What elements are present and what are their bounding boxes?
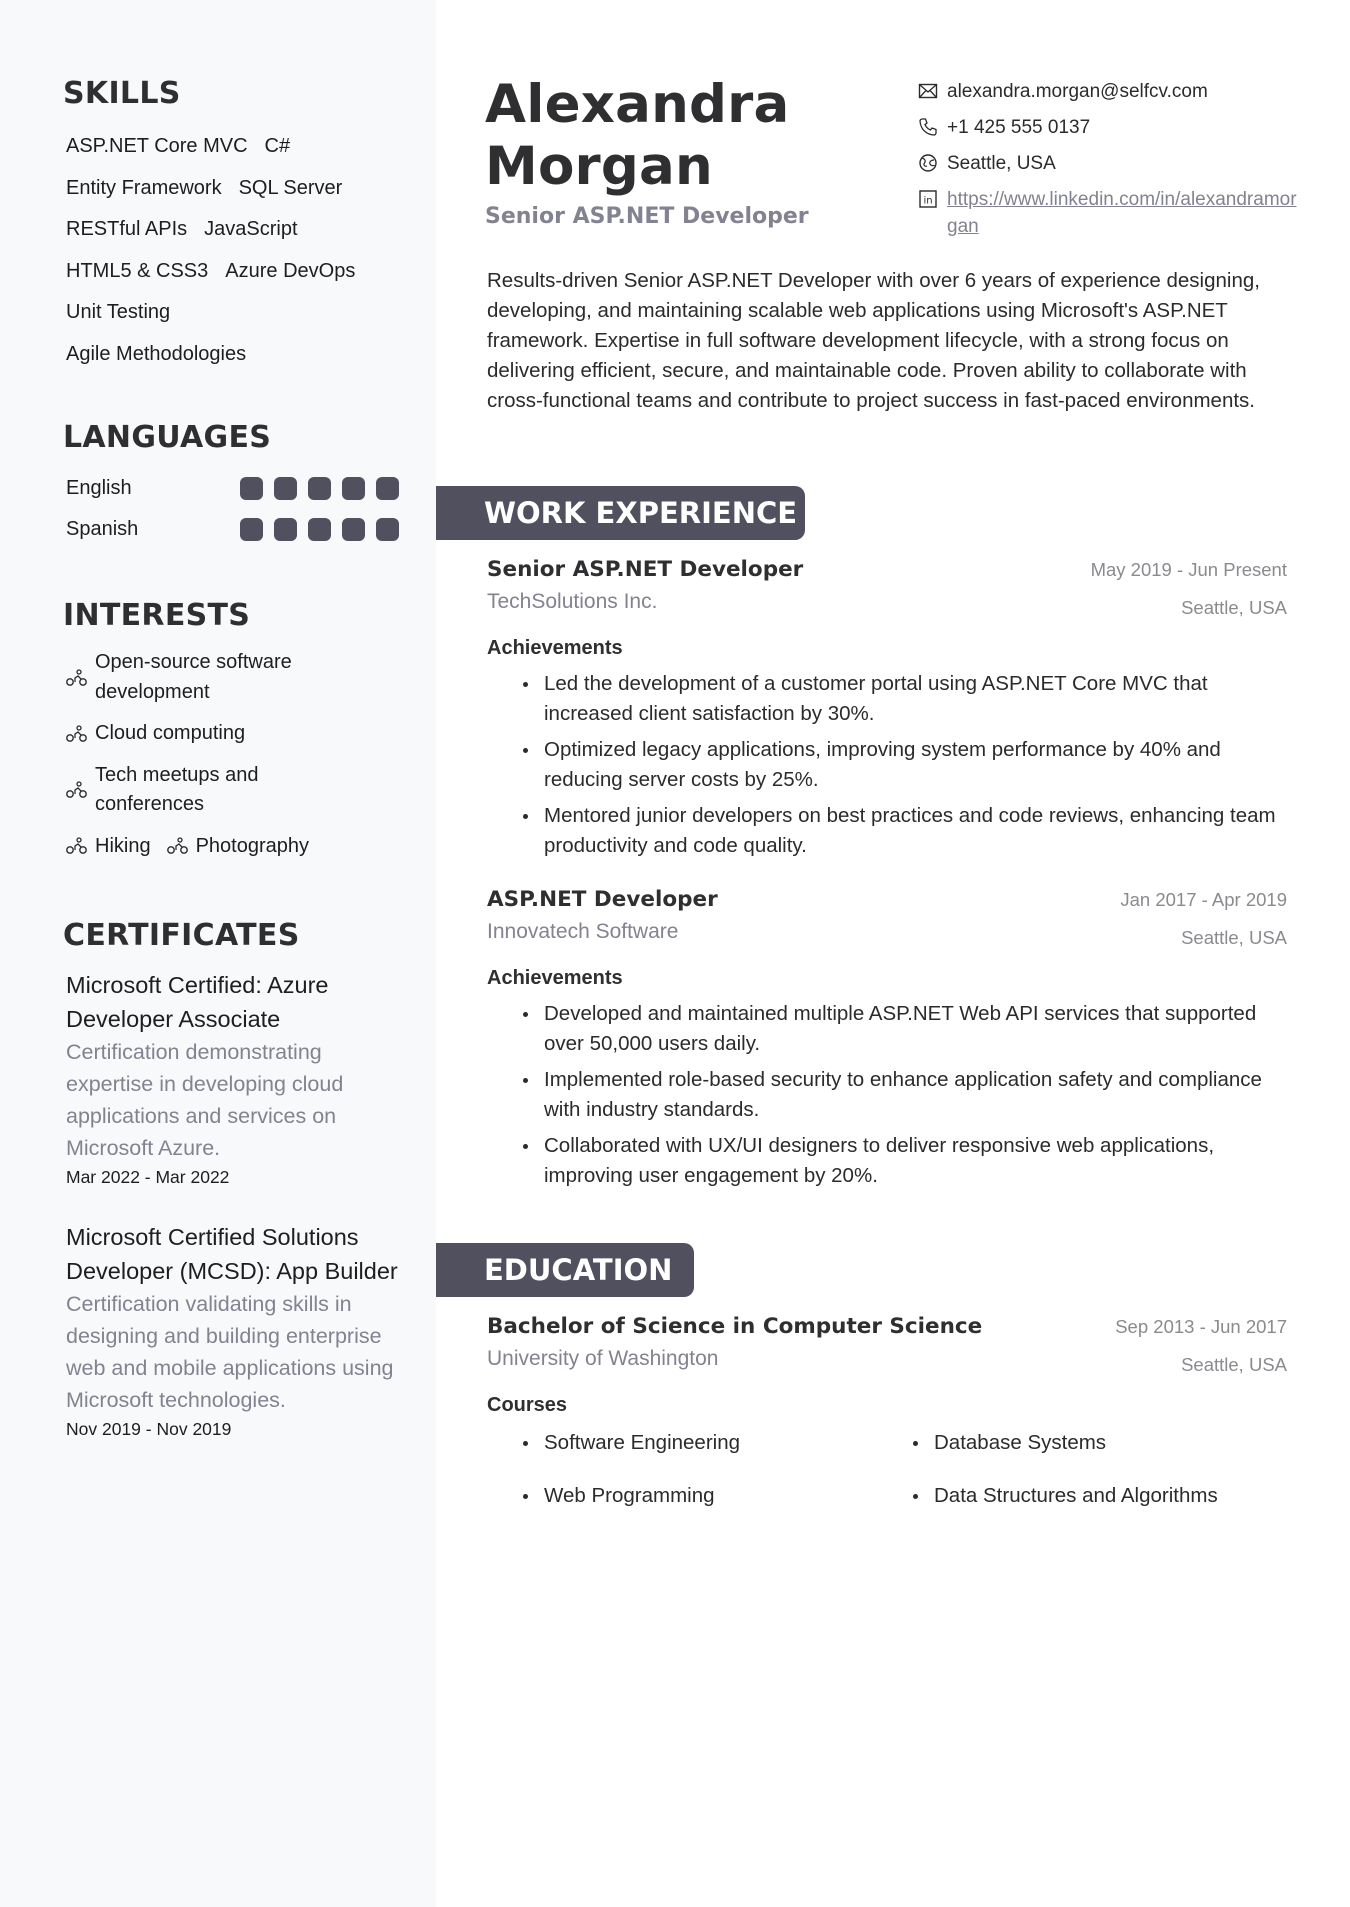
level-dot (342, 477, 365, 500)
svg-text:in: in (923, 195, 933, 207)
mail-icon (918, 81, 938, 101)
certificate-date: Nov 2019 - Nov 2019 (66, 1419, 232, 1439)
skill-item: Agile Methodologies (66, 342, 247, 365)
linkedin-link[interactable]: https://www.linkedin.com/in/alexandramorgan (947, 189, 1297, 237)
bicycle-icon (66, 781, 87, 799)
certificates-section (63, 918, 403, 1442)
work-experience-header: WORK EXPERIENCE (436, 486, 805, 540)
globe-icon (918, 153, 938, 173)
interests-list (63, 648, 403, 873)
achievement-item: Led the development of a customer portal using ASP.NET Core MVC that increased client satisfaction by 30%. (523, 669, 1287, 729)
interest-item (66, 719, 403, 749)
last-name: Morgan (485, 136, 713, 197)
profile-summary: Results-driven Senior ASP.NET Developer with over 6 years of experience designing, developing, and maintaining scalable web applications using Microsoft's ASP.NET framework. Expertise in full software development lifecycle, with a strong focus on delivering efficient, secure, and maintainable code. Proven ability to collaborate with cross-functional teams and contribute to project success in fast-paced environments. (487, 269, 1260, 412)
entry-subheader (487, 1344, 1287, 1380)
language-item (63, 468, 403, 509)
contact-linkedin (918, 186, 1318, 240)
skill-item: JavaScript (204, 218, 298, 240)
achievement-item: Optimized legacy applications, improving system performance by 40% and reducing server costs by 25%. (523, 735, 1287, 795)
achievements-list (487, 999, 1287, 1191)
certificate-item (63, 1220, 403, 1442)
certificate-date: Mar 2022 - Mar 2022 (66, 1167, 230, 1187)
entry-header (487, 1312, 1287, 1342)
level-dot (240, 518, 263, 541)
achievement-item: Implemented role-based security to enhance application safety and compliance with industry standards. (523, 1065, 1287, 1125)
skills-section (63, 76, 403, 375)
skill-item: RESTful APIs (66, 218, 188, 240)
languages-section (63, 420, 403, 550)
entry-header (487, 885, 1287, 915)
skill-item: C# (264, 135, 291, 157)
interest-label: Tech meetups and conferences (95, 763, 259, 815)
degree-name: Bachelor of Science in Computer Science (487, 1314, 983, 1339)
language-name: English (66, 477, 132, 499)
entry-subheader (487, 917, 1287, 953)
achievements-list (487, 669, 1287, 861)
interest-item (66, 761, 403, 820)
skill-item: ASP.NET Core MVC (66, 135, 248, 157)
education-header: EDUCATION (436, 1243, 694, 1297)
interests-title: INTERESTS (63, 598, 251, 633)
location-text: Seattle, USA (947, 153, 1056, 174)
phone-icon (918, 117, 938, 137)
interest-label: Open-source software development (95, 651, 292, 703)
candidate-name (485, 74, 789, 198)
interests-section (63, 598, 403, 873)
achievement-item: Mentored junior developers on best practices and code reviews, enhancing team productivity and code quality. (523, 801, 1287, 861)
level-dot (308, 477, 331, 500)
achievement-item: Collaborated with UX/UI designers to deliver responsive web applications, improving user engagement by 20%. (523, 1131, 1287, 1191)
interest-row (66, 832, 403, 874)
certificate-item (63, 968, 403, 1190)
job-location: Seattle, USA (1181, 597, 1287, 618)
course-item: Data Structures and Algorithms (913, 1481, 1303, 1511)
level-dot (274, 477, 297, 500)
level-dot (240, 477, 263, 500)
school-location: Seattle, USA (1181, 1354, 1287, 1375)
bicycle-icon (167, 837, 188, 855)
languages-list (63, 468, 403, 550)
language-item (63, 509, 403, 550)
certificates-title: CERTIFICATES (63, 918, 300, 953)
job-dates: May 2019 - Jun Present (1090, 559, 1287, 580)
courses-list (487, 1428, 1287, 1511)
languages-title: LANGUAGES (63, 420, 272, 455)
level-dot (342, 518, 365, 541)
certificate-title: Microsoft Certified Solutions Developer (MCSD): App Builder (66, 1224, 398, 1284)
achievements-label: Achievements (487, 637, 623, 659)
language-level-indicator (240, 518, 399, 541)
entry-subheader (487, 587, 1287, 623)
bicycle-icon (66, 837, 87, 855)
education-dates: Sep 2013 - Jun 2017 (1115, 1316, 1287, 1337)
company-name: TechSolutions Inc. (487, 590, 658, 613)
certificate-description: Certification validating skills in designing and building enterprise web and mobile applications using Microsoft technologies. (66, 1292, 394, 1412)
skill-item: Azure DevOps (225, 259, 356, 282)
skills-title: SKILLS (63, 76, 181, 111)
job-location: Seattle, USA (1181, 927, 1287, 948)
course-item: Database Systems (913, 1428, 1303, 1458)
work-entry (487, 555, 1287, 867)
work-entry (487, 885, 1287, 1197)
job-role: ASP.NET Developer (487, 887, 718, 912)
level-dot (308, 518, 331, 541)
main-content (436, 0, 1350, 1907)
first-name: Alexandra (485, 74, 790, 135)
linkedin-icon (918, 189, 938, 209)
level-dot (274, 518, 297, 541)
achievements-label: Achievements (487, 967, 623, 989)
company-name: Innovatech Software (487, 920, 679, 943)
skill-item: Unit Testing (66, 301, 171, 323)
courses-label: Courses (487, 1394, 568, 1416)
interest-label: Photography (195, 834, 309, 857)
phone-text[interactable]: +1 425 555 0137 (947, 117, 1091, 138)
language-name: Spanish (66, 518, 139, 540)
email-text[interactable]: alexandra.morgan@selfcv.com (947, 81, 1208, 102)
school-name: University of Washington (487, 1347, 719, 1370)
education-entry (487, 1312, 1287, 1511)
interest-item (66, 648, 403, 707)
interest-label: Hiking (95, 834, 151, 857)
certificate-description: Certification demonstrating expertise in developing cloud applications and services on Microsoft Azure. (66, 1040, 344, 1160)
certificate-title: Microsoft Certified: Azure Developer Associate (66, 972, 329, 1032)
contact-location (918, 150, 1318, 177)
sidebar (0, 0, 436, 1907)
course-item: Software Engineering (523, 1428, 913, 1458)
entry-header (487, 555, 1287, 585)
contact-phone (918, 114, 1318, 141)
bicycle-icon (66, 669, 87, 687)
job-dates: Jan 2017 - Apr 2019 (1120, 889, 1287, 910)
skill-item: Entity Framework (66, 176, 222, 199)
contact-email (918, 78, 1318, 105)
skill-item: SQL Server (238, 176, 343, 199)
skills-list (63, 126, 383, 375)
language-level-indicator (240, 477, 399, 500)
skill-item: HTML5 & CSS3 (66, 259, 209, 282)
bicycle-icon (66, 725, 87, 743)
level-dot (376, 518, 399, 541)
interest-item (66, 832, 151, 862)
job-role: Senior ASP.NET Developer (487, 557, 804, 582)
job-headline: Senior ASP.NET Developer (485, 204, 809, 229)
contact-info (918, 78, 1318, 249)
achievement-item: Developed and maintained multiple ASP.NET Web API services that supported over 50,000 users daily. (523, 999, 1287, 1059)
interest-label: Cloud computing (95, 722, 246, 744)
course-item: Web Programming (523, 1481, 913, 1511)
interest-item (167, 832, 309, 862)
level-dot (376, 477, 399, 500)
